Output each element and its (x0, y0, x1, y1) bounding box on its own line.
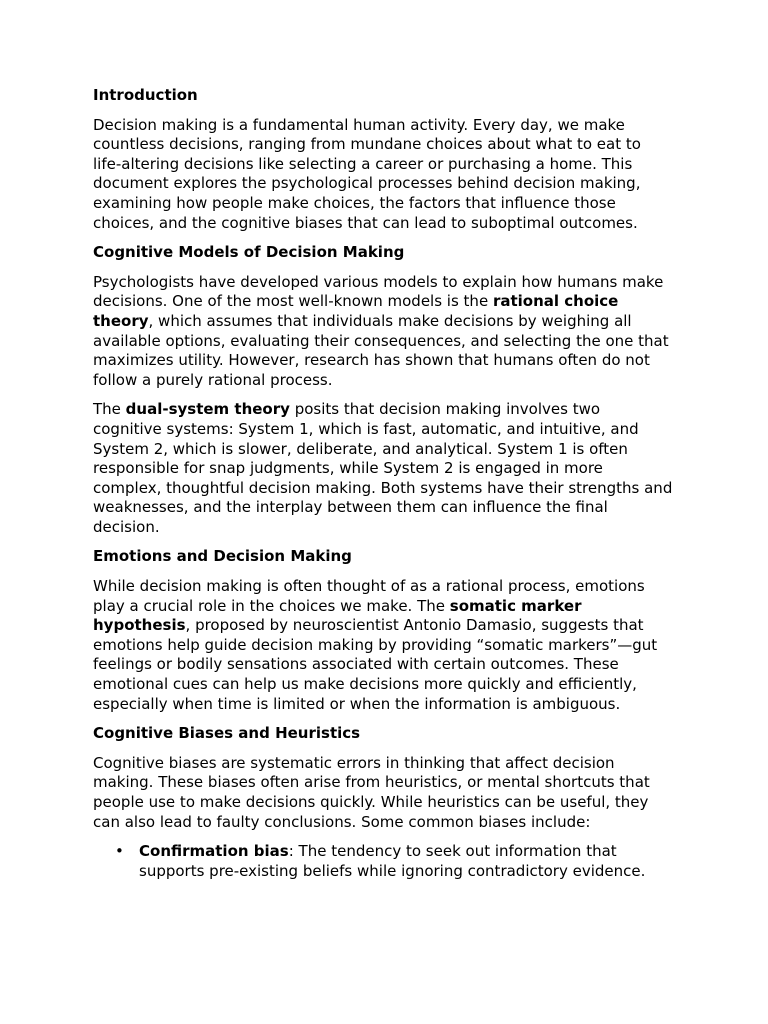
paragraph-somatic-marker (93, 577, 673, 714)
paragraph-dual-system (93, 400, 673, 537)
section-heading-emotions: Emotions and Decision Making (93, 547, 352, 566)
section-heading-cognitive-models: Cognitive Models of Decision Making (93, 243, 405, 262)
bold-term-somatic-marker-hypothesis: somatic marker hypothesis (93, 596, 582, 635)
bold-term-dual-system-theory: dual-system theory (125, 400, 290, 419)
paragraph-cognitive-biases: Cognitive biases are systematic errors in thinking that affect decision making. These biases often arise from heuristics, or mental shortcuts that people use to make decisions quickly. While heuristics can be useful, they can also lead to faulty conclusions. Some common biases include: (93, 753, 650, 831)
paragraph-text: Psychologists have developed various models to explain how humans make decisions. One of the most well-known models is the (93, 272, 664, 311)
paragraph-text: While decision making is often thought of as a rational process, emotions play a crucial role in the choices we make. The (93, 577, 645, 615)
bias-list (93, 842, 673, 881)
paragraph-text: , proposed by neuroscientist Antonio Damasio, suggests that emotions help guide decision making by providing “somatic markers”—gut feelings or bodily sensations associated with certain outcomes. These emotional cues can help us make decisions more quickly and efficiently, especially when time is limited or when the information is ambiguous. (93, 616, 658, 713)
document-page (93, 86, 673, 881)
paragraph-text: , which assumes that individuals make decisions by weighing all available options, evaluating their consequences, and selecting the one that maximizes utility. However, research has shown that humans often do not follow a purely rational process. (93, 311, 669, 389)
section-heading-cognitive-biases: Cognitive Biases and Heuristics (93, 724, 361, 743)
section-heading-introduction: Introduction (93, 86, 198, 104)
paragraph-text: The (93, 400, 126, 419)
bullet-icon: • (115, 842, 124, 861)
paragraph-introduction: Decision making is a fundamental human activity. Every day, we make countless decisions, ranging from mundane choices about what to eat to life-altering decisions like selecting a career or purchasing a home. This document explores the psychological processes behind decision making, examining how people make choices, the factors that influence those choices, and the cognitive biases that can lead to suboptimal outcomes. (93, 115, 641, 232)
list-item (115, 842, 673, 881)
list-item-description: : The tendency to seek out information that supports pre-existing beliefs while ignoring contradictory evidence. (139, 842, 646, 880)
paragraph-text: posits that decision making involves two cognitive systems: System 1, which is fast, automatic, and intuitive, and System 2, which is slower, deliberate, and analytical. System 1 is often responsible for snap judgments, while System 2 is engaged in more complex, thoughtful decision making. Both systems have their strengths and weaknesses, and the interplay between them can influence the final decision. (93, 400, 673, 536)
paragraph-rational-choice (93, 273, 673, 391)
bold-term-rational-choice-theory: rational choice theory (93, 292, 619, 330)
bold-term-confirmation-bias: Confirmation bias (139, 842, 289, 861)
